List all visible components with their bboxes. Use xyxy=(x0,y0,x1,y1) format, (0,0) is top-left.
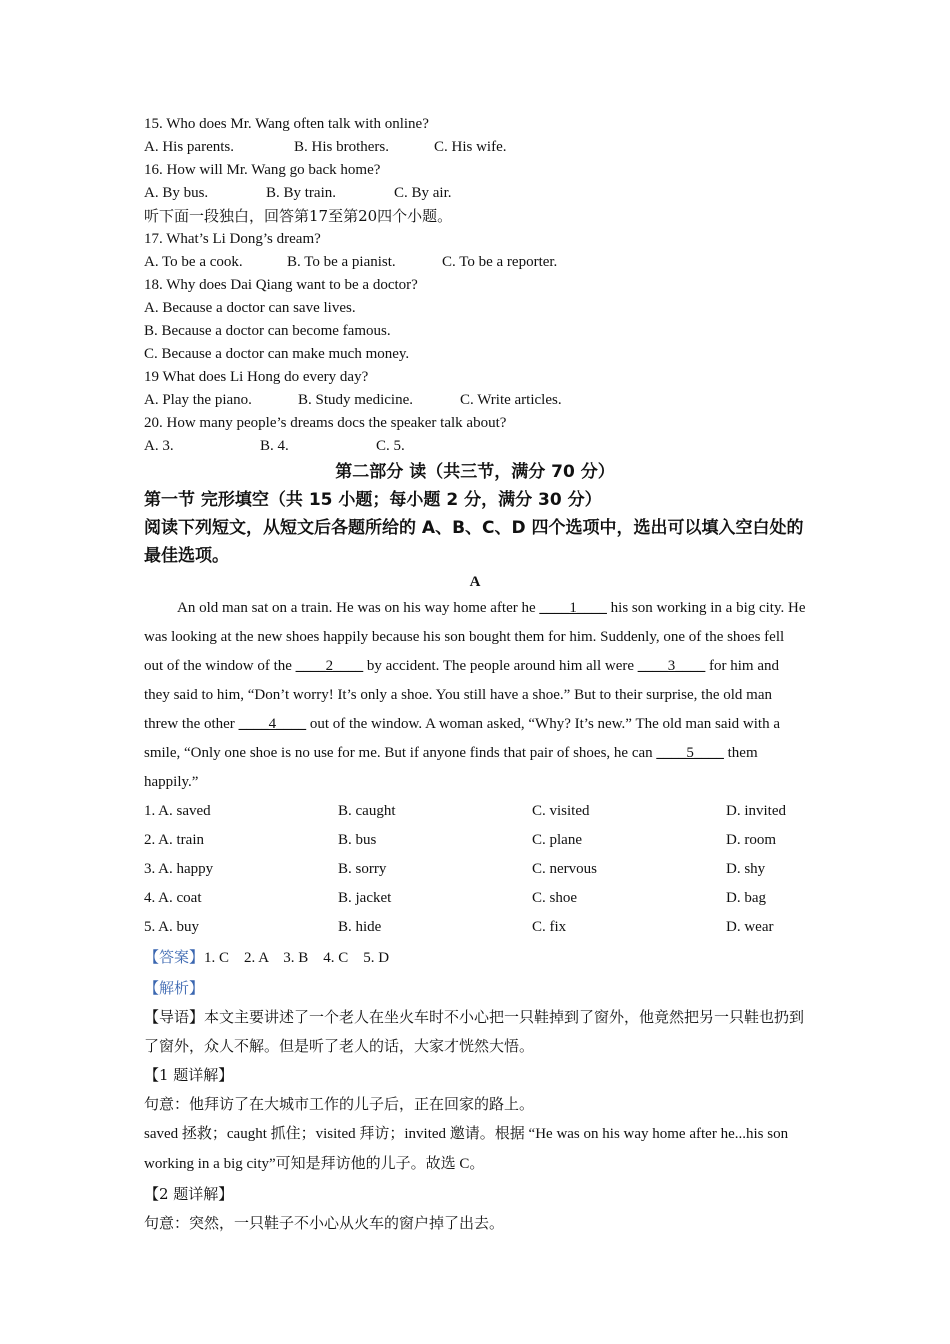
blank-5: ____5____ xyxy=(656,745,724,761)
option-20-b: B. 4. xyxy=(260,438,289,454)
option-19-a: A. Play the piano. xyxy=(144,392,252,408)
detail-1-explain: saved 拯救；caught 抓住；visited 拜访；invited 邀请。根据 “He was on his way home after he...his son working in a big city”可知是拜访他的儿子。故选 C。 xyxy=(144,1126,789,1172)
choice-2-c: C. plane xyxy=(532,832,582,848)
option-16-c: C. By air. xyxy=(394,185,452,201)
detail-2-meaning: 句意：突然，一只鞋子不小心从火车的窗户掉了出去。 xyxy=(144,1214,505,1232)
document-page xyxy=(144,113,806,1238)
answer-text: 1. C 2. A 3. B 4. C 5. D xyxy=(204,950,390,966)
choice-4-a: 4. A. coat xyxy=(144,890,202,906)
choice-3-a: 3. A. happy xyxy=(144,861,214,877)
passage-text-4: for him and they said to him, “Don’t worry! It’s only a shoe. You still have a shoe.” But to their surprise, the old man threw the other xyxy=(144,658,779,732)
choice-4-d: D. bag xyxy=(726,890,766,906)
analysis-label: 【解析】 xyxy=(144,979,205,997)
option-20-c: C. 5. xyxy=(376,438,405,454)
choice-5-d: D. wear xyxy=(726,919,774,935)
choice-2-a: 2. A. train xyxy=(144,832,204,848)
choice-1-b: B. caught xyxy=(338,803,396,819)
option-19-b: B. Study medicine. xyxy=(298,392,413,408)
choice-5-c: C. fix xyxy=(532,919,567,935)
options-19 xyxy=(144,389,806,412)
choice-2-b: B. bus xyxy=(338,832,377,848)
detail-2-title: 【2 题详解】 xyxy=(144,1185,234,1203)
question-17: 17. What’s Li Dong’s dream? xyxy=(144,231,321,247)
choice-1-d: D. invited xyxy=(726,803,786,819)
choice-2-d: D. room xyxy=(726,832,776,848)
part2-title: 第二部分 读（共三节，满分 70 分） xyxy=(335,462,615,482)
option-15-a: A. His parents. xyxy=(144,139,234,155)
passage-label: A xyxy=(469,574,481,590)
option-18-b: B. Because a doctor can become famous. xyxy=(144,323,391,339)
answer-label: 【答案】 xyxy=(144,948,205,966)
choice-5-a: 5. A. buy xyxy=(144,919,200,935)
question-15: 15. Who does Mr. Wang often talk with online? xyxy=(144,116,429,132)
choice-1-c: C. visited xyxy=(532,803,590,819)
passage-text-1: An old man sat on a train. He was on his way home after he xyxy=(177,600,540,616)
option-16-a: A. By bus. xyxy=(144,185,209,201)
question-20: 20. How many people’s dreams docs the speaker talk about? xyxy=(144,415,507,431)
choice-1-a: 1. A. saved xyxy=(144,803,211,819)
answer-line xyxy=(144,942,806,973)
choice-4-b: B. jacket xyxy=(338,890,392,906)
option-19-c: C. Write articles. xyxy=(460,392,562,408)
choice-3-b: B. sorry xyxy=(338,861,387,877)
blank-3: ____3____ xyxy=(637,658,706,674)
section1-title: 第一节 完形填空（共 15 小题；每小题 2 分，满分 30 分） xyxy=(144,490,602,510)
passage-paragraph xyxy=(144,594,806,797)
options-15 xyxy=(144,136,806,159)
option-15-b: B. His brothers. xyxy=(294,139,389,155)
blank-2: ____2____ xyxy=(295,658,364,674)
option-18-a: A. Because a doctor can save lives. xyxy=(144,300,356,316)
option-18-c: C. Because a doctor can make much money. xyxy=(144,346,410,362)
detail-1-meaning: 句意：他拜访了在大城市工作的儿子后，正在回家的路上。 xyxy=(144,1095,535,1113)
analysis-intro: 【导语】本文主要讲述了一个老人在坐火车时不小心把一只鞋掉到了窗外，他竟然把另一只鞋也扔到了窗外，众人不解。但是听了老人的话，大家才恍然大悟。 xyxy=(144,1008,805,1055)
question-19: 19 What does Li Hong do every day? xyxy=(144,369,369,385)
option-17-b: B. To be a pianist. xyxy=(287,254,396,270)
question-16: 16. How will Mr. Wang go back home? xyxy=(144,162,381,178)
question-18: 18. Why does Dai Qiang want to be a doctor? xyxy=(144,277,418,293)
blank-4: ____4____ xyxy=(238,716,307,732)
monologue-instruction: 听下面一段独白，回答第17至第20四个小题。 xyxy=(144,207,453,225)
choices-grid xyxy=(144,797,806,942)
choice-3-d: D. shy xyxy=(726,861,766,877)
option-20-a: A. 3. xyxy=(144,438,174,454)
passage-text-2: his son working in a big city. He was looking at the new shoes happily because his son bought them for him. Suddenly, one of the shoes fell out of the window of the xyxy=(144,600,806,674)
detail-1-title: 【1 题详解】 xyxy=(144,1066,234,1084)
options-16 xyxy=(144,182,806,205)
section1-instruction: 阅读下列短文，从短文后各题所给的 A、B、C、D 四个选项中，选出可以填入空白处的最佳选项。 xyxy=(144,518,804,566)
passage-text-5: out of the window. A woman asked, “Why? It’s new.” The old man said with a smile, “Only one shoe is no use for me. But if anyone finds that pair of shoes, he can xyxy=(144,716,780,761)
choice-3-c: C. nervous xyxy=(532,861,597,877)
options-17 xyxy=(144,251,806,274)
choice-5-b: B. hide xyxy=(338,919,382,935)
option-17-a: A. To be a cook. xyxy=(144,254,243,270)
option-15-c: C. His wife. xyxy=(434,139,507,155)
options-20 xyxy=(144,435,806,458)
blank-1: ____1____ xyxy=(539,600,607,616)
choice-4-c: C. shoe xyxy=(532,890,577,906)
passage-text-6: them happily.” xyxy=(144,745,758,790)
passage-text-3: by accident. The people around him all were xyxy=(363,658,638,674)
option-17-c: C. To be a reporter. xyxy=(442,254,558,270)
option-16-b: B. By train. xyxy=(266,185,336,201)
